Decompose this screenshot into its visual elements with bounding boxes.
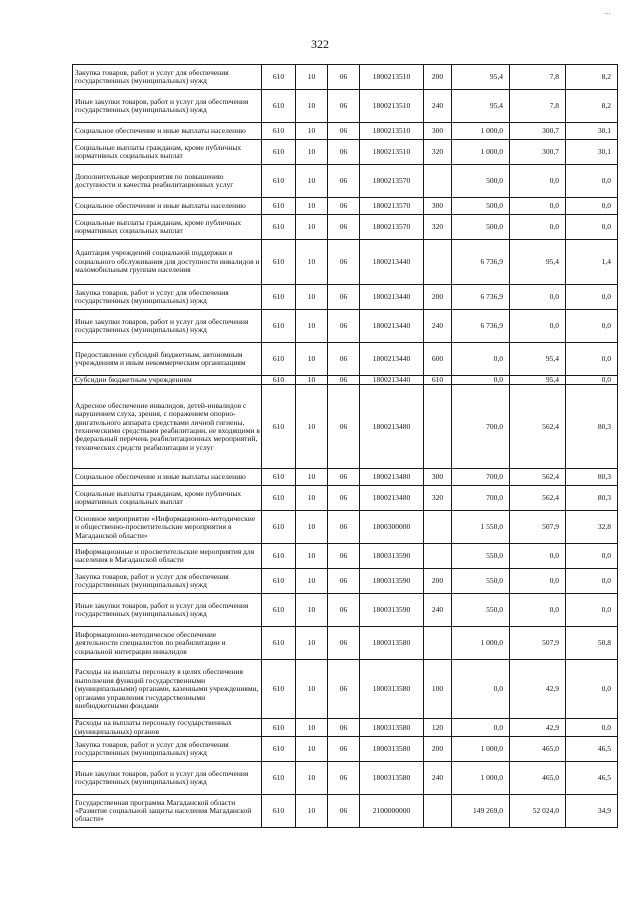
cell-ved: 610 (262, 486, 296, 511)
cell-razdel: 10 (296, 123, 328, 140)
cell-vr (424, 240, 452, 285)
cell-percent: 80,3 (566, 385, 618, 469)
table-row (73, 90, 618, 123)
cell-razdel: 10 (296, 544, 328, 569)
corner-mark: ... (604, 6, 611, 16)
cell-csr: 2100000000 (360, 795, 424, 828)
cell-csr: 1800213440 (360, 285, 424, 310)
cell-ved: 610 (262, 90, 296, 123)
table-row (73, 198, 618, 215)
table-row (73, 123, 618, 140)
cell-percent: 0,0 (566, 569, 618, 594)
cell-plan: 1 000,0 (452, 737, 510, 762)
cell-podrazdel: 06 (328, 486, 360, 511)
cell-razdel: 10 (296, 627, 328, 660)
cell-csr: 1800213440 (360, 343, 424, 376)
cell-razdel: 10 (296, 90, 328, 123)
cell-execution: 0,0 (510, 215, 566, 240)
cell-ved: 610 (262, 385, 296, 469)
cell-plan: 700,0 (452, 469, 510, 486)
cell-plan: 95,4 (452, 65, 510, 90)
cell-vr: 600 (424, 343, 452, 376)
cell-ved: 610 (262, 376, 296, 385)
cell-percent: 1,4 (566, 240, 618, 285)
cell-razdel: 10 (296, 198, 328, 215)
cell-percent: 0,0 (566, 376, 618, 385)
cell-percent: 46,5 (566, 762, 618, 795)
cell-vr (424, 511, 452, 544)
cell-execution: 95,4 (510, 240, 566, 285)
cell-vr: 320 (424, 140, 452, 165)
cell-execution: 95,4 (510, 376, 566, 385)
cell-vr: 200 (424, 569, 452, 594)
cell-razdel: 10 (296, 385, 328, 469)
cell-razdel: 10 (296, 285, 328, 310)
cell-ved: 610 (262, 65, 296, 90)
cell-plan: 1 000,0 (452, 140, 510, 165)
cell-percent: 0,0 (566, 285, 618, 310)
cell-podrazdel: 06 (328, 215, 360, 240)
table-row (73, 65, 618, 90)
cell-execution: 465,0 (510, 737, 566, 762)
table-body (73, 65, 618, 828)
cell-podrazdel: 06 (328, 285, 360, 310)
cell-ved: 610 (262, 544, 296, 569)
cell-plan: 500,0 (452, 215, 510, 240)
row-name: Иные закупки товаров, работ и услуг для обеспечения государственных (муниципальных) нужд (73, 310, 262, 343)
cell-vr: 610 (424, 376, 452, 385)
cell-vr: 200 (424, 737, 452, 762)
cell-ved: 610 (262, 594, 296, 627)
cell-ved: 610 (262, 737, 296, 762)
cell-execution: 0,0 (510, 285, 566, 310)
cell-vr (424, 795, 452, 828)
cell-csr: 1800213510 (360, 123, 424, 140)
row-name: Расходы на выплаты персоналу в целях обеспечения выполнения функций государственными (муниципальными) органами, казенными учреждениями, органами управления государственными внебюджетными фондами (73, 660, 262, 719)
cell-plan: 1 550,0 (452, 511, 510, 544)
cell-percent: 0,0 (566, 215, 618, 240)
cell-csr: 1800213510 (360, 140, 424, 165)
cell-plan: 95,4 (452, 90, 510, 123)
cell-razdel: 10 (296, 240, 328, 285)
cell-csr: 1800213480 (360, 385, 424, 469)
cell-razdel: 10 (296, 511, 328, 544)
row-name: Дополнительные мероприятия по повышению доступности и качества реабилитационных услуг (73, 165, 262, 198)
cell-percent: 46,5 (566, 737, 618, 762)
cell-vr: 300 (424, 123, 452, 140)
cell-percent: 80,3 (566, 486, 618, 511)
cell-vr: 240 (424, 310, 452, 343)
cell-execution: 562,4 (510, 469, 566, 486)
cell-execution: 507,9 (510, 627, 566, 660)
row-name: Социальные выплаты гражданам, кроме публичных нормативных социальных выплат (73, 215, 262, 240)
cell-csr: 1800313590 (360, 594, 424, 627)
cell-percent: 0,0 (566, 660, 618, 719)
cell-razdel: 10 (296, 343, 328, 376)
cell-plan: 6 736,9 (452, 240, 510, 285)
cell-vr (424, 627, 452, 660)
cell-vr: 240 (424, 90, 452, 123)
cell-execution: 52 024,0 (510, 795, 566, 828)
cell-podrazdel: 06 (328, 627, 360, 660)
cell-razdel: 10 (296, 594, 328, 627)
row-name: Предоставление субсидий бюджетным, автономным учреждениям и иным некоммерческим организациям (73, 343, 262, 376)
cell-vr: 120 (424, 719, 452, 737)
cell-csr: 1800213570 (360, 215, 424, 240)
cell-percent: 0,0 (566, 719, 618, 737)
cell-podrazdel: 06 (328, 737, 360, 762)
table-row (73, 795, 618, 828)
cell-ved: 610 (262, 198, 296, 215)
budget-table (72, 64, 618, 828)
row-name: Закупка товаров, работ и услуг для обеспечения государственных (муниципальных) нужд (73, 569, 262, 594)
row-name: Социальные выплаты гражданам, кроме публичных нормативных социальных выплат (73, 486, 262, 511)
cell-percent: 32,8 (566, 511, 618, 544)
cell-razdel: 10 (296, 486, 328, 511)
cell-csr: 1800213510 (360, 90, 424, 123)
row-name: Основное мероприятие «Информационно-методические и общественно-просветительские мероприятия в Магаданской области» (73, 511, 262, 544)
cell-plan: 1 000,0 (452, 762, 510, 795)
row-name: Расходы на выплаты персоналу государственных (муниципальных) органов (73, 719, 262, 737)
cell-podrazdel: 06 (328, 343, 360, 376)
table-row (73, 240, 618, 285)
cell-execution: 562,4 (510, 385, 566, 469)
cell-plan: 550,0 (452, 544, 510, 569)
cell-podrazdel: 06 (328, 165, 360, 198)
row-name: Иные закупки товаров, работ и услуг для обеспечения государственных (муниципальных) нужд (73, 594, 262, 627)
cell-plan: 700,0 (452, 385, 510, 469)
row-name: Адресное обеспечение инвалидов, детей-инвалидов с нарушением слуха, зрения, с поражением опорно-двигательного аппарата средствами личной гигиены, техническими средствами реабилитации, не входящими в федеральный перечень реабилитационных мероприятий, технических средств реабилитации и услуг (73, 385, 262, 469)
cell-csr: 1800313580 (360, 660, 424, 719)
cell-ved: 610 (262, 123, 296, 140)
cell-execution: 507,9 (510, 511, 566, 544)
cell-plan: 550,0 (452, 594, 510, 627)
cell-plan: 700,0 (452, 486, 510, 511)
cell-csr: 1800313590 (360, 569, 424, 594)
row-name: Социальное обеспечение и иные выплаты населению (73, 469, 262, 486)
cell-percent: 8,2 (566, 65, 618, 90)
cell-podrazdel: 06 (328, 795, 360, 828)
cell-ved: 610 (262, 569, 296, 594)
row-name: Адаптация учреждений социальной поддержки и социального обслуживания для доступности инвалидов и маломобильным группам населения (73, 240, 262, 285)
row-name: Закупка товаров, работ и услуг для обеспечения государственных (муниципальных) нужд (73, 737, 262, 762)
cell-csr: 1800313580 (360, 719, 424, 737)
cell-execution: 95,4 (510, 343, 566, 376)
cell-podrazdel: 06 (328, 719, 360, 737)
cell-razdel: 10 (296, 795, 328, 828)
cell-csr: 1800313580 (360, 627, 424, 660)
cell-razdel: 10 (296, 310, 328, 343)
cell-ved: 610 (262, 165, 296, 198)
cell-plan: 550,0 (452, 569, 510, 594)
cell-podrazdel: 06 (328, 569, 360, 594)
cell-plan: 500,0 (452, 198, 510, 215)
cell-execution: 300,7 (510, 123, 566, 140)
cell-csr: 1800213440 (360, 310, 424, 343)
cell-csr: 1800213440 (360, 240, 424, 285)
cell-podrazdel: 06 (328, 762, 360, 795)
table-row (73, 310, 618, 343)
row-name: Иные закупки товаров, работ и услуг для обеспечения государственных (муниципальных) нужд (73, 90, 262, 123)
cell-ved: 610 (262, 285, 296, 310)
cell-podrazdel: 06 (328, 310, 360, 343)
table-row (73, 343, 618, 376)
cell-plan: 1 000,0 (452, 123, 510, 140)
cell-vr (424, 165, 452, 198)
cell-podrazdel: 06 (328, 65, 360, 90)
cell-podrazdel: 06 (328, 140, 360, 165)
cell-vr: 200 (424, 285, 452, 310)
cell-ved: 610 (262, 140, 296, 165)
cell-percent: 0,0 (566, 343, 618, 376)
row-name: Закупка товаров, работ и услуг для обеспечения государственных (муниципальных) нужд (73, 65, 262, 90)
cell-plan: 0,0 (452, 660, 510, 719)
cell-percent: 0,0 (566, 310, 618, 343)
cell-podrazdel: 06 (328, 544, 360, 569)
cell-percent: 34,9 (566, 795, 618, 828)
cell-execution: 0,0 (510, 310, 566, 343)
cell-ved: 610 (262, 310, 296, 343)
cell-execution: 0,0 (510, 569, 566, 594)
cell-percent: 30,1 (566, 140, 618, 165)
cell-csr: 1800213440 (360, 376, 424, 385)
cell-execution: 562,4 (510, 486, 566, 511)
cell-plan: 0,0 (452, 376, 510, 385)
cell-plan: 0,0 (452, 343, 510, 376)
cell-percent: 0,0 (566, 594, 618, 627)
cell-ved: 610 (262, 343, 296, 376)
cell-ved: 610 (262, 469, 296, 486)
cell-podrazdel: 06 (328, 385, 360, 469)
cell-ved: 610 (262, 627, 296, 660)
table-row (73, 165, 618, 198)
table-row (73, 285, 618, 310)
cell-podrazdel: 06 (328, 376, 360, 385)
cell-podrazdel: 06 (328, 660, 360, 719)
table-row (73, 385, 618, 469)
cell-vr: 300 (424, 469, 452, 486)
cell-razdel: 10 (296, 660, 328, 719)
cell-csr: 1800213510 (360, 65, 424, 90)
cell-ved: 610 (262, 795, 296, 828)
cell-csr: 1800213570 (360, 198, 424, 215)
cell-ved: 610 (262, 240, 296, 285)
cell-execution: 42,9 (510, 719, 566, 737)
table-row (73, 511, 618, 544)
cell-razdel: 10 (296, 140, 328, 165)
cell-vr: 300 (424, 198, 452, 215)
row-name: Социальное обеспечение и иные выплаты населению (73, 123, 262, 140)
cell-percent: 0,0 (566, 544, 618, 569)
row-name: Иные закупки товаров, работ и услуг для обеспечения государственных (муниципальных) нужд (73, 762, 262, 795)
cell-plan: 500,0 (452, 165, 510, 198)
cell-razdel: 10 (296, 215, 328, 240)
cell-razdel: 10 (296, 376, 328, 385)
cell-vr: 240 (424, 762, 452, 795)
cell-plan: 1 000,0 (452, 627, 510, 660)
cell-ved: 610 (262, 511, 296, 544)
row-name: Информационные и просветительские мероприятия для населения в Магаданской области (73, 544, 262, 569)
cell-podrazdel: 06 (328, 511, 360, 544)
table-row (73, 737, 618, 762)
cell-execution: 42,9 (510, 660, 566, 719)
table-row (73, 544, 618, 569)
cell-percent: 0,0 (566, 198, 618, 215)
row-name: Государственная программа Магаданской области «Развитие социальной защиты населения Магаданской области» (73, 795, 262, 828)
cell-csr: 1800213480 (360, 486, 424, 511)
cell-plan: 0,0 (452, 719, 510, 737)
row-name: Субсидии бюджетным учреждениям (73, 376, 262, 385)
table-row (73, 762, 618, 795)
cell-vr: 240 (424, 594, 452, 627)
table-row (73, 215, 618, 240)
cell-ved: 610 (262, 762, 296, 795)
cell-podrazdel: 06 (328, 90, 360, 123)
row-name: Закупка товаров, работ и услуг для обеспечения государственных (муниципальных) нужд (73, 285, 262, 310)
cell-execution: 7,8 (510, 65, 566, 90)
cell-ved: 610 (262, 660, 296, 719)
cell-razdel: 10 (296, 165, 328, 198)
cell-podrazdel: 06 (328, 198, 360, 215)
cell-podrazdel: 06 (328, 594, 360, 627)
cell-percent: 50,8 (566, 627, 618, 660)
cell-podrazdel: 06 (328, 240, 360, 285)
cell-razdel: 10 (296, 719, 328, 737)
cell-csr: 1800313580 (360, 762, 424, 795)
cell-plan: 6 736,9 (452, 285, 510, 310)
cell-execution: 465,0 (510, 762, 566, 795)
cell-vr (424, 385, 452, 469)
cell-execution: 300,7 (510, 140, 566, 165)
cell-plan: 149 269,0 (452, 795, 510, 828)
table-row (73, 627, 618, 660)
cell-podrazdel: 06 (328, 123, 360, 140)
cell-podrazdel: 06 (328, 469, 360, 486)
page-number: 322 (311, 37, 329, 51)
cell-razdel: 10 (296, 469, 328, 486)
cell-ved: 610 (262, 719, 296, 737)
cell-percent: 30,1 (566, 123, 618, 140)
cell-csr: 1800213570 (360, 165, 424, 198)
cell-vr (424, 544, 452, 569)
cell-percent: 0,0 (566, 165, 618, 198)
table-row (73, 469, 618, 486)
cell-csr: 1800300000 (360, 511, 424, 544)
cell-plan: 6 736,9 (452, 310, 510, 343)
cell-execution: 7,8 (510, 90, 566, 123)
cell-vr: 320 (424, 486, 452, 511)
cell-execution: 0,0 (510, 594, 566, 627)
table-row (73, 569, 618, 594)
table-row (73, 140, 618, 165)
row-name: Социальное обеспечение и иные выплаты населению (73, 198, 262, 215)
table-row (73, 486, 618, 511)
table-row (73, 719, 618, 737)
cell-razdel: 10 (296, 65, 328, 90)
cell-razdel: 10 (296, 569, 328, 594)
cell-vr: 320 (424, 215, 452, 240)
cell-razdel: 10 (296, 762, 328, 795)
cell-vr: 200 (424, 65, 452, 90)
cell-ved: 610 (262, 215, 296, 240)
cell-vr: 100 (424, 660, 452, 719)
cell-execution: 0,0 (510, 198, 566, 215)
table-row (73, 594, 618, 627)
cell-percent: 80,3 (566, 469, 618, 486)
cell-execution: 0,0 (510, 544, 566, 569)
cell-percent: 8,2 (566, 90, 618, 123)
row-name: Социальные выплаты гражданам, кроме публичных нормативных социальных выплат (73, 140, 262, 165)
cell-csr: 1800313580 (360, 737, 424, 762)
row-name: Информационно-методическое обеспечение деятельности специалистов по реабилитации и социальной интеграции инвалидов (73, 627, 262, 660)
cell-csr: 1800313590 (360, 544, 424, 569)
cell-razdel: 10 (296, 737, 328, 762)
cell-csr: 1800213480 (360, 469, 424, 486)
table-row (73, 660, 618, 719)
cell-execution: 0,0 (510, 165, 566, 198)
table-row (73, 376, 618, 385)
